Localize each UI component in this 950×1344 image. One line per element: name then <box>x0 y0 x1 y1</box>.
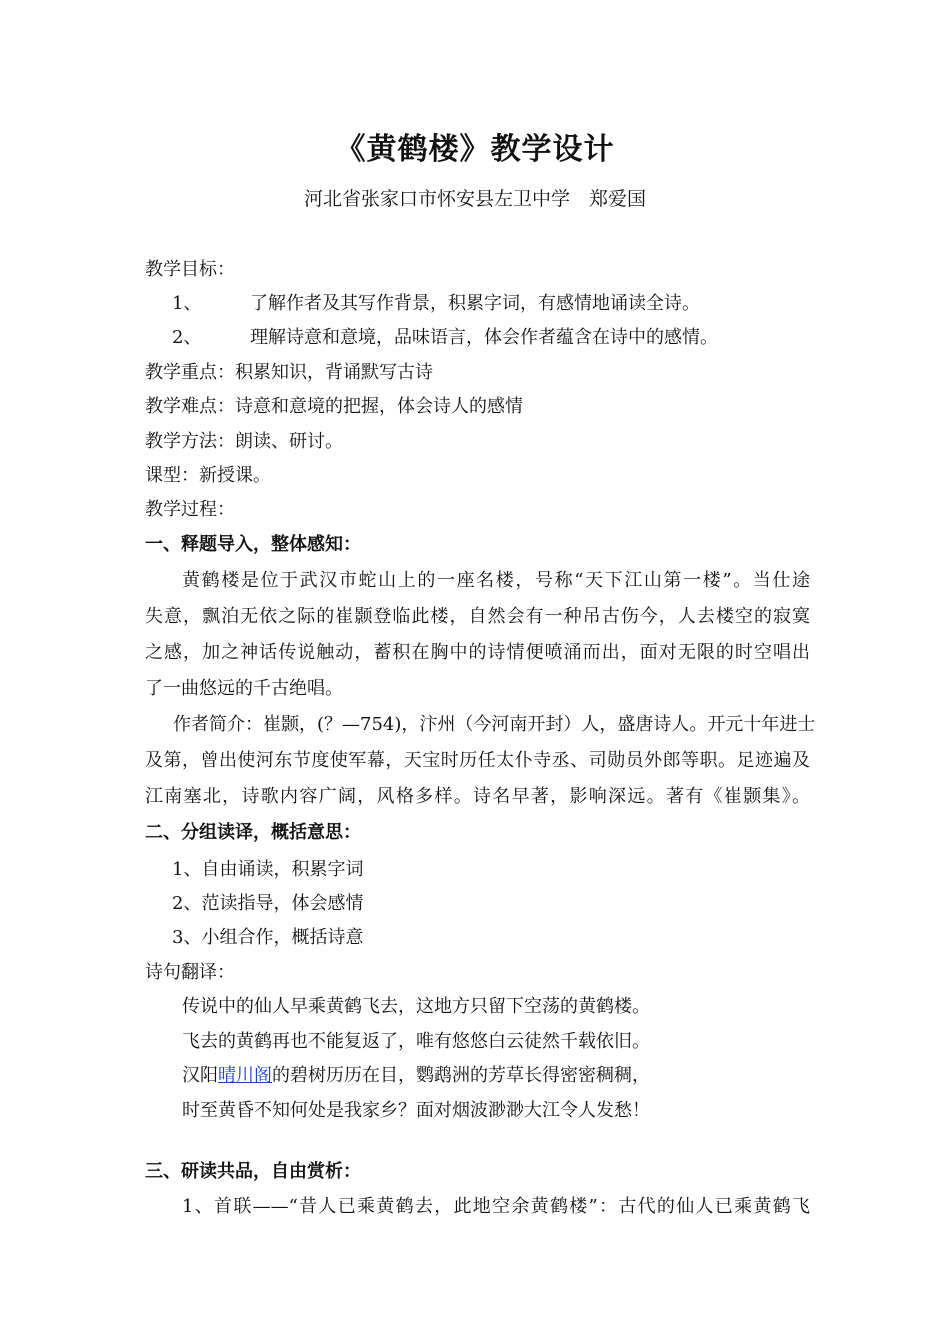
author-bio-line: 江南塞北，诗歌内容广阔，风格多样。诗名早著，影响深远。著有《崔颢集》。 <box>145 786 810 807</box>
key-point: 教学重点：积累知识，背诵默写古诗 <box>145 362 433 383</box>
difficult-point: 教学难点：诗意和意境的把握，体会诗人的感情 <box>145 396 523 417</box>
translation-line: 飞去的黄鹤再也不能复返了，唯有悠悠白云徒然千载依旧。 <box>182 1031 650 1052</box>
translation-text: 汉阳 <box>182 1065 218 1086</box>
goal-text: 了解作者及其写作背景，积累字词，有感情地诵读全诗。 <box>250 293 700 314</box>
section3-first-line: 1、首联——“昔人已乘黄鹤去，此地空余黄鹤楼”：古代的仙人已乘黄鹤飞 <box>182 1196 810 1217</box>
goal-text: 理解诗意和意境，品味语言，体会作者蕴含在诗中的感情。 <box>250 327 718 348</box>
translation-line: 传说中的仙人早乘黄鹤飞去，这地方只留下空荡的黄鹤楼。 <box>182 996 650 1017</box>
intro-paragraph-line: 了一曲悠远的千古绝唱。 <box>145 678 343 699</box>
teaching-method: 教学方法：朗读、研讨。 <box>145 431 343 452</box>
goals-heading: 教学目标： <box>145 259 235 280</box>
lesson-type: 课型：新授课。 <box>145 465 271 486</box>
goal-number: 1、 <box>172 293 202 314</box>
reading-step: 3、小组合作，概括诗意 <box>172 927 364 948</box>
intro-paragraph-line: 之感，加之神话传说触动，蓄积在胸中的诗情便喷涌而出，面对无限的时空唱出 <box>145 642 810 663</box>
translation-text: 的碧树历历在目，鹦鹉洲的芳草长得密密稠稠， <box>272 1065 650 1086</box>
translation-line <box>182 1061 847 1091</box>
reading-step: 2、范读指导，体会感情 <box>172 893 364 914</box>
translation-heading: 诗句翻译： <box>145 962 235 983</box>
section2-heading: 二、分组读译，概括意思： <box>145 822 361 843</box>
intro-paragraph-line: 失意，飘泊无依之际的崔颢登临此楼，自然会有一种吊古伤今，人去楼空的寂寞 <box>145 606 810 627</box>
reading-step: 1、自由诵读，积累字词 <box>172 859 364 880</box>
process-heading: 教学过程： <box>145 499 235 520</box>
qingchuan-pavilion-link[interactable]: 晴川阁 <box>218 1065 272 1086</box>
intro-paragraph-line: 黄鹤楼是位于武汉市蛇山上的一座名楼，号称“天下江山第一楼”。当仕途 <box>182 570 810 591</box>
goal-item <box>172 323 837 353</box>
author-bio-line: 及第，曾出使河东节度使军幕，天宝时历任太仆寺丞、司勋员外郎等职。足迹遍及 <box>145 750 810 771</box>
section1-heading: 一、释题导入，整体感知： <box>145 534 361 555</box>
goal-item <box>172 289 837 319</box>
section3-heading: 三、研读共品，自由赏析： <box>145 1161 361 1182</box>
author-line: 河北省张家口市怀安县左卫中学 郑爱国 <box>303 188 646 210</box>
document-title: 《黄鹤楼》教学设计 <box>335 132 615 167</box>
goal-number: 2、 <box>172 327 202 348</box>
translation-line: 时至黄昏不知何处是我家乡？面对烟波渺渺大江令人发愁！ <box>182 1100 650 1121</box>
author-bio-line: 作者简介：崔颢，(？—754)，汴州（今河南开封）人，盛唐诗人。开元十年进士 <box>173 714 816 735</box>
